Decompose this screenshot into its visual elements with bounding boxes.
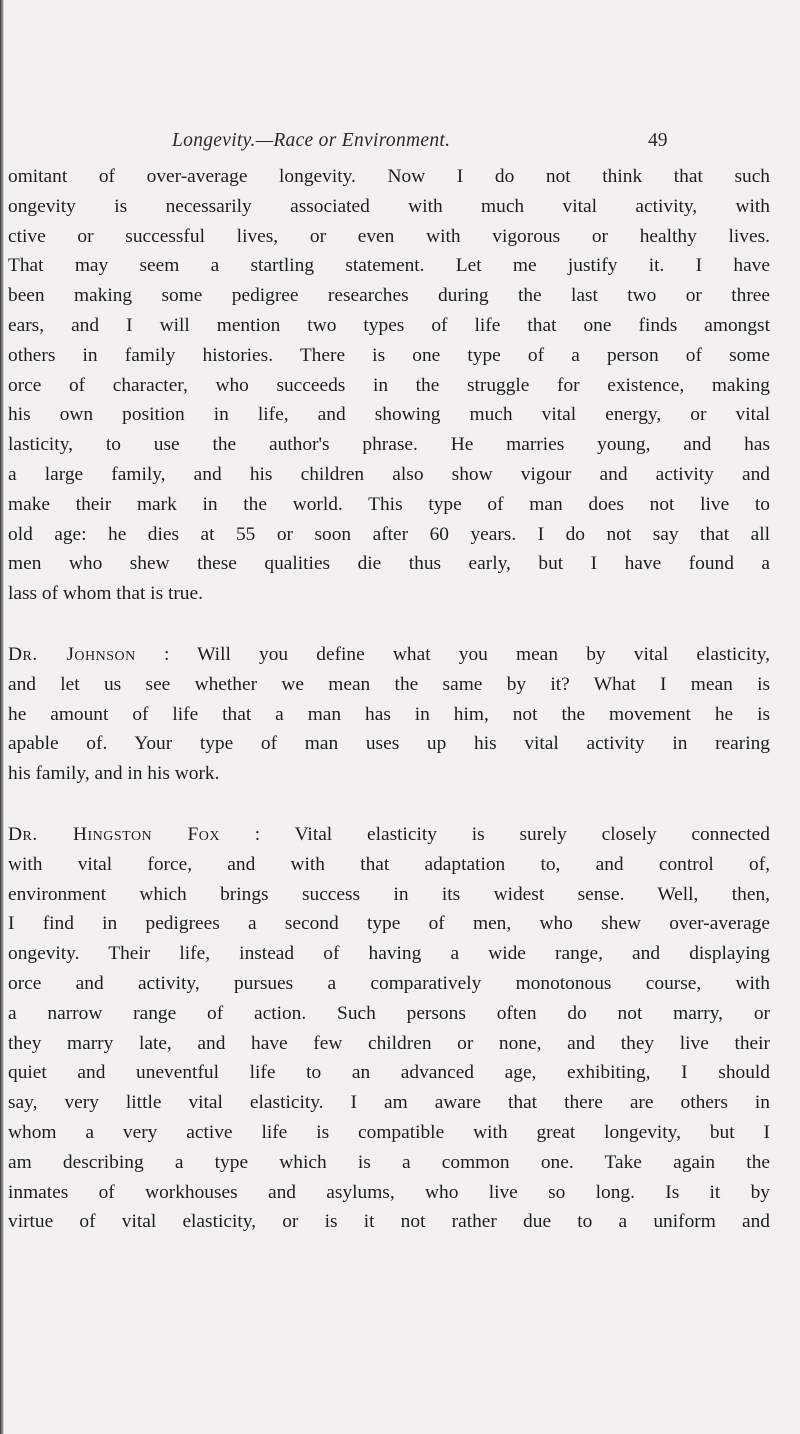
- text-line: lass of whom that is true.: [8, 583, 203, 605]
- text-line: ongevity is necessarily associated with much vital activity, with: [8, 195, 770, 217]
- text-line: his family, and in his work.: [8, 763, 220, 785]
- text-line: apable of. Your type of man uses up his vital activity in rearing: [8, 733, 770, 755]
- text-line: environment which brings success in its widest sense. Well, then,: [8, 883, 770, 905]
- text-line: he amount of life that a man has in him, not the movement he is: [8, 703, 770, 725]
- text-line: old age: he dies at 55 or soon after 60 years. I do not say that all: [8, 523, 770, 545]
- speaker-name: Dr. Hingston Fox: [8, 823, 220, 845]
- text-line: been making some pedigree researches during the last two or three: [8, 285, 770, 307]
- page-number: 49: [648, 130, 668, 151]
- text-line: orce of character, who succeeds in the struggle for existence, making: [8, 374, 770, 396]
- text-line: ctive or successful lives, or even with vigorous or healthy lives.: [8, 225, 770, 247]
- running-title: Longevity.—Race or Environment.: [172, 130, 451, 151]
- text-line: lasticity, to use the author's phrase. He marries young, and has: [8, 434, 770, 456]
- text-line: virtue of vital elasticity, or is it not rather due to a uniform and: [8, 1211, 770, 1233]
- speech-text: : Will you define what you mean by vital elasticity,: [163, 643, 770, 665]
- text-line: they marry late, and have few children or none, and they live their: [8, 1032, 770, 1054]
- text-line: quiet and uneventful life to an advanced age, exhibiting, I should: [8, 1062, 770, 1084]
- text-line: omitant of over-average longevity. Now I do not think that such: [8, 166, 770, 187]
- running-head: [8, 130, 776, 162]
- text-line: his own position in life, and showing much vital energy, or vital: [8, 404, 770, 426]
- text-line: That may seem a startling statement. Let me justify it. I have: [8, 255, 770, 277]
- text-line: and let us see whether we mean the same by it? What I mean is: [8, 673, 770, 695]
- text-line: inmates of workhouses and asylums, who live so long. Is it by: [8, 1181, 770, 1203]
- page-binding-edge: [0, 0, 4, 1434]
- paragraph-3: [8, 820, 776, 1237]
- paragraph-2: [8, 640, 776, 789]
- paragraph-gap: [8, 609, 776, 640]
- book-page: [8, 130, 776, 1237]
- paragraph-1: [8, 162, 776, 609]
- text-line: a narrow range of action. Such persons often do not marry, or: [8, 1002, 770, 1024]
- text-line: say, very little vital elasticity. I am aware that there are others in: [8, 1092, 770, 1114]
- text-line: with vital force, and with that adaptation to, and control of,: [8, 853, 770, 875]
- text-line: men who shew these qualities die thus early, but I have found a: [8, 553, 770, 575]
- speaker-name: Dr. Johnson: [8, 643, 136, 665]
- text-line: [8, 820, 770, 850]
- paragraph-gap: [8, 789, 776, 820]
- text-line: am describing a type which is a common one. Take again the: [8, 1151, 770, 1173]
- text-line: ears, and I will mention two types of life that one finds amongst: [8, 314, 770, 336]
- text-line: a large family, and his children also show vigour and activity and: [8, 463, 770, 485]
- text-line: I find in pedigrees a second type of men, who shew over-average: [8, 913, 770, 935]
- text-line: [8, 640, 770, 670]
- text-line: ongevity. Their life, instead of having a wide range, and displaying: [8, 943, 770, 965]
- text-line: whom a very active life is compatible with great longevity, but I: [8, 1121, 770, 1143]
- text-line: orce and activity, pursues a comparatively monotonous course, with: [8, 972, 770, 994]
- text-line: make their mark in the world. This type of man does not live to: [8, 493, 770, 515]
- text-line: others in family histories. There is one type of a person of some: [8, 344, 770, 366]
- speech-text: : Vital elasticity is surely closely connected: [254, 823, 770, 845]
